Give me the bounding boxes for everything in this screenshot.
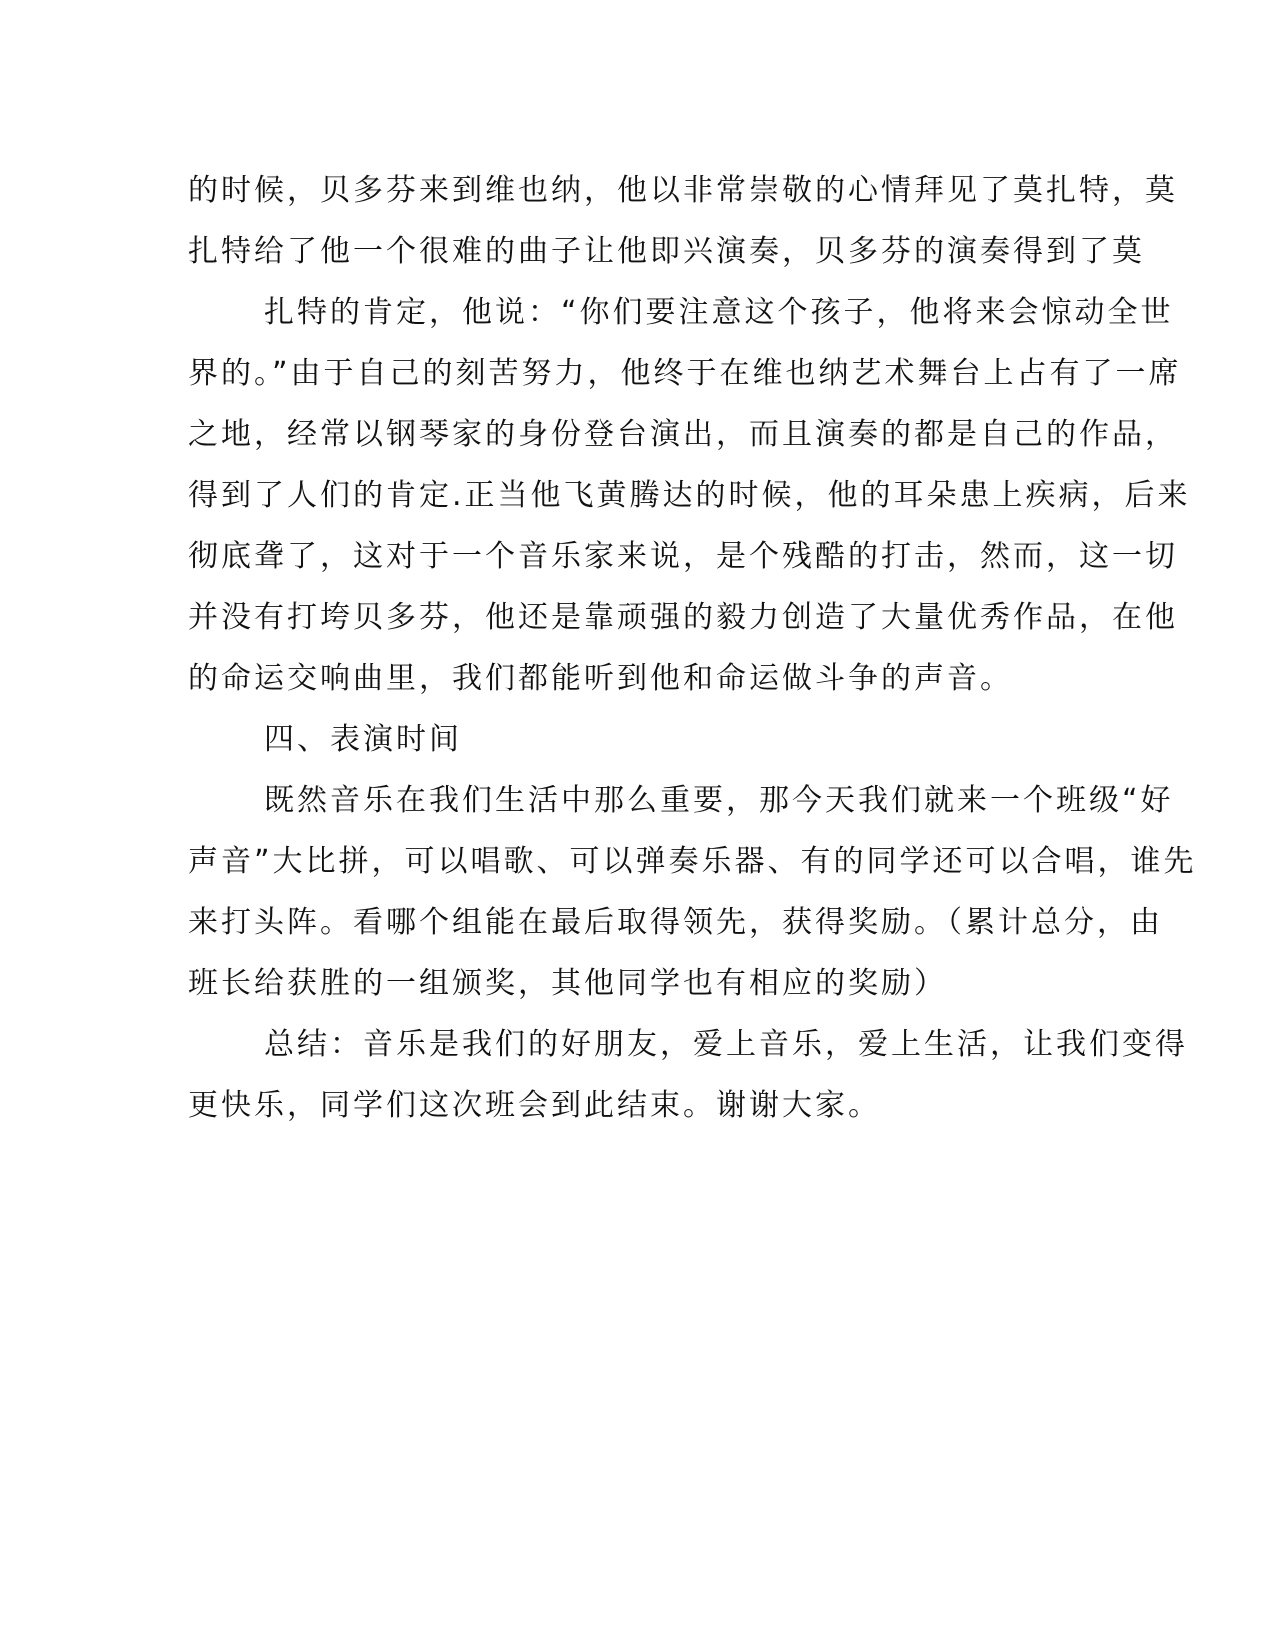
text-line: 并没有打垮贝多芬，他还是靠顽强的毅力创造了大量优秀作品，在他 [188, 600, 1178, 635]
section-heading: 四、表演时间 [264, 722, 462, 757]
text-line: 得到了人们的肯定.正当他飞黄腾达的时候，他的耳朵患上疾病，后来 [188, 478, 1191, 513]
text-line: 的命运交响曲里，我们都能听到他和命运做斗争的声音。 [188, 661, 1013, 696]
text-line: 来打头阵。看哪个组能在最后取得领先，获得奖励。（累计总分，由 [188, 905, 1163, 940]
document-body [188, 160, 1197, 1136]
text-line: 的时候，贝多芬来到维也纳，他以非常崇敬的心情拜见了莫扎特，莫 [188, 173, 1178, 208]
text-line: 之地，经常以钢琴家的身份登台演出，而且演奏的都是自己的作品， [188, 417, 1178, 452]
text-line: 声音”大比拼，可以唱歌、可以弹奏乐器、有的同学还可以合唱，谁先 [188, 844, 1197, 879]
text-line: 扎特给了他一个很难的曲子让他即兴演奏，贝多芬的演奏得到了莫 [188, 234, 1145, 269]
text-line: 界的。”由于自己的刻苦努力，他终于在维也纳艺术舞台上占有了一席 [188, 356, 1182, 391]
text-line: 总结：音乐是我们的好朋友，爱上音乐，爱上生活，让我们变得 [264, 1027, 1188, 1062]
text-line: 扎特的肯定，他说：“你们要注意这个孩子，他将来会惊动全世 [264, 295, 1174, 330]
text-line: 更快乐，同学们这次班会到此结束。谢谢大家。 [188, 1088, 881, 1123]
text-line: 班长给获胜的一组颁奖，其他同学也有相应的奖励） [188, 966, 947, 1001]
text-line: 既然音乐在我们生活中那么重要，那今天我们就来一个班级“好 [264, 783, 1174, 818]
text-line: 彻底聋了，这对于一个音乐家来说，是个残酷的打击，然而，这一切 [188, 539, 1178, 574]
